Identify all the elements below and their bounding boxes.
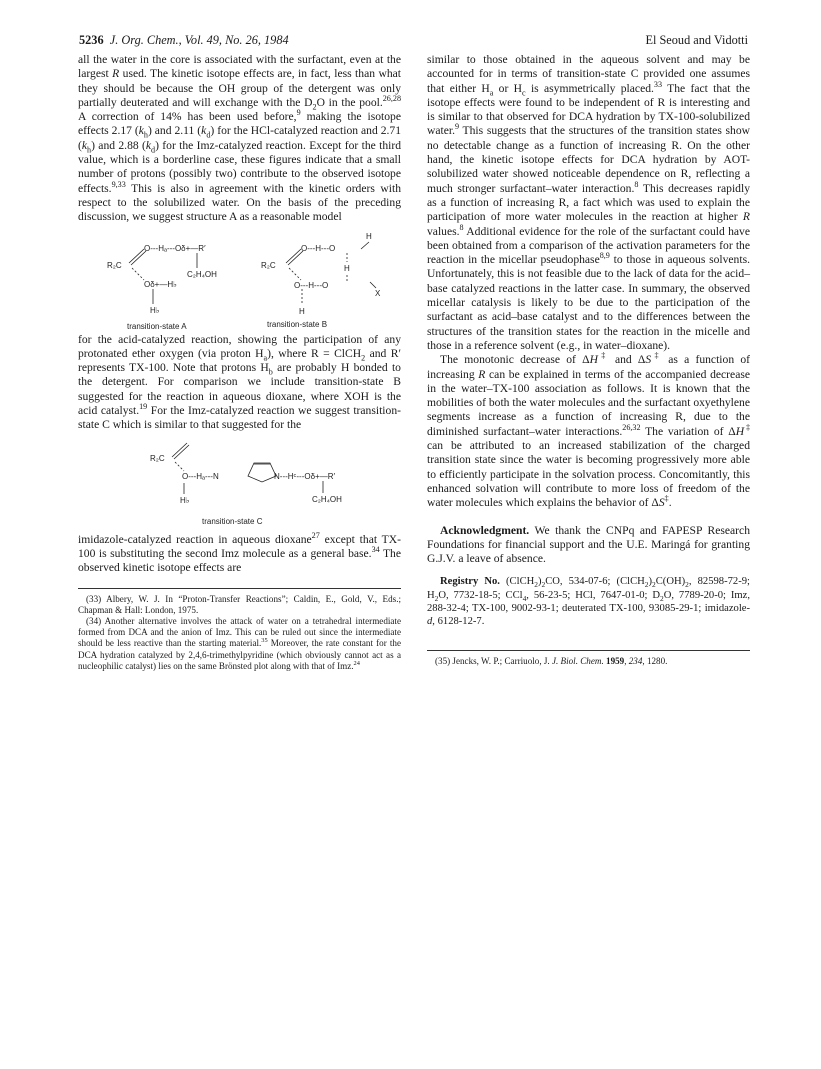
- b-r2c-label: R₂C: [261, 260, 276, 270]
- a-c2h4oh-label: C₂H₄OH: [187, 269, 217, 279]
- registry-numbers: Registry No. $(ClCH_2)_2CO$, 534-07-6; $(ClCH_2)_2C(OH)_2$, 82598-72-9; $H_2O$, 7732-18-5; CCl$_4$, 56-23-5; HCl, 7647-01-0; $D_2O$, 7789-20-0; Imz, 288-32-4; TX-100, 9002-93-1; deuterated TX-100, 93085-29-1; imidazole-d, 6128-12-7.: [427, 576, 751, 627]
- footnotes-left: [78, 594, 401, 672]
- c-hb-label: H♭: [180, 495, 190, 505]
- caption-transition-state-c: transition-state C: [202, 516, 263, 526]
- structure-diagram-ab: [78, 225, 401, 333]
- caption-transition-state-a: transition-state A: [127, 321, 187, 331]
- left-paragraph-1: all the water in the core is associated with the surfactant, even at the largest R used. The kinetic isotope effects are, in fact, less than what they should be because the OH group of the detergent was only partially deuterated and will exchange with the $D_2O$ in the pool.$^{26,28}$ A correction of 14% has been used before,$^9$ making the isotope effects 2.17 $(k_h)$ and 2.11 $(k_d)$ for the HCl-catalyzed reaction and 2.71 $(k_h)$ and 2.88 $(k_d)$ for the Imz-catalyzed reaction. Except for the third value, which is a borderline case, these figures indicate that a small number of protons (possibly two) contribute to the observed isotope effects.$^{9,33}$ This is also in agreement with the kinetic orders with respect to the solubilized water. On the basis of the preceding discussion, we suggest structure A as a reasonable model: [78, 53, 401, 224]
- left-paragraph-2: for the acid-catalyzed reaction, showing the participation of any protonated ether oxygen (via proton $H_a$), where R = ClCH$_2$ and R′ represents TX-100. Note that protons $H_b$ are probably H bonded to the detergent. For comparison we include transition-state B suggested for the reaction in aqueous dioxane, where XOH is the acid catalyst.$^{19}$ For the Imz-catalyzed reaction we suggest transition-state C which is similar to that suggested for the: [78, 332, 402, 432]
- c-row-label: O---Hₐ---N: [182, 471, 219, 481]
- figure-transition-state-c: [78, 433, 401, 533]
- footnote-rule-left: [78, 588, 401, 589]
- footnote-33: (33) Albery, W. J. In “Proton-Transfer Reactions”; Caldin, E., Gold, V., Eds.; Chapman & Hall: London, 1975.: [78, 593, 401, 615]
- right-paragraph-2: The monotonic decrease of ΔH‡ and ΔS‡ as a function of increasing R can be explained in terms of the accompanied decrease in the water–TX-100 association as follows. It is known that the mobilities of both the water molecules and the surfactant oxyethylene segments increase as a function of increasing R, due to the diminished surfactant–water interactions.$^{26,32}$ The variation of ΔH‡ can be attributed to an increased stabilization of the charged transition state since the water is becoming progressively more able to efficiently participate in the solvation process. Concomitantly, this enhanced solvation will contribute to more loss of freedom of the water molecules which explains the behavior of ΔS‡.: [427, 351, 751, 510]
- a-r2c-label: R₂C: [107, 260, 122, 270]
- right-paragraph-1: similar to those obtained in the aqueous solvent and may be accounted for in terms of transition-state C provided one assumes that either $H_a$ or $H_c$ is asymmetrically placed.$^{33}$ The fact that the isotope effects were found to be independent of R is interesting and is similar to that observed for DCA hydration by TX-100-solubilized water.$^9$ This suggests that the structures of the transition states show no detectable change as a function of increasing R. On the other hand, the kinetic isotope effects for DCA hydration by AOT-solubilized water showed noticeable dependence on R, reflecting a much stronger surfactant–water interaction.$^8$ This decreases rapidly as a function of increasing R, a fact which was used to explain the participation of more water molecules in the reaction at higher R values.$^8$ Additional evidence for the role of the surfactant could have been obtained from a comparison of the activation parameters for the reaction in the micellar pseudophase$^{8,9}$ to those in aqueous solvents. Unfortunately, this is not feasible due to the lack of data for the acid–base catalyzed reactions in the latter case. In summary, the observed micellar catalysis is likely to be due to the participation of the surfactant as acid–base catalyst and to the differences between the structures of the transition states for the reaction in the micelle and those in a reference solvent (e.g., in water–dioxane).: [427, 53, 750, 352]
- c-c2h4oh-label: C₂H₄OH: [312, 494, 342, 504]
- footnote-35: (35) Jencks, W. P.; Carriuolo, J. J. Biol. Chem. 1959, 234, 1280.: [435, 656, 668, 667]
- footnotes-right: [427, 656, 750, 667]
- a-mid-label: Oδ+—H♭: [144, 279, 177, 289]
- right-column: [427, 53, 750, 667]
- left-column: [78, 53, 401, 672]
- page-number: 5236: [79, 33, 104, 47]
- acknowledgment: Acknowledgment. We thank the CNPq and FAPESP Research Foundations for financial support and the U.E. Maringá for granting G.J.V. a leave of absence.: [427, 523, 750, 566]
- figure-transition-states-a-b: [78, 225, 401, 333]
- running-header: [79, 31, 748, 49]
- a-top-label: O---Hₐ---Oδ+—R′: [144, 243, 206, 253]
- a-hb-label: H♭: [150, 305, 160, 315]
- b-h-bottom-label: H: [299, 306, 305, 316]
- c-row2-label: N---Hᶜ---Oδ+—R′: [274, 471, 335, 481]
- footnote-34: (34) Another alternative involves the attack of water on a tetrahedral intermediate formed from DCA and the anion of Imz. This can be ruled out since the intermediate should be less reactive than the starting material.$^{35}$ Moreover, the rate constant for the DCA hydration catalyzed by 2,4,6-trimethylpyridine (which obviously cannot act as a nucleophilic catalyst) lies on the same Brönsted plot along with that of Imz.$^{24}$: [78, 615, 401, 671]
- structure-diagram-c: [78, 433, 401, 533]
- b-x-label: X: [375, 288, 381, 298]
- c-r2c-label: R₂C: [150, 453, 165, 463]
- left-paragraph-3: imidazole-catalyzed reaction in aqueous dioxane$^{27}$ except that TX-100 is substituting the second Imz molecule as a general base.$^{34}$ The observed kinetic isotope effects are: [78, 530, 401, 575]
- journal-citation: J. Org. Chem., Vol. 49, No. 26, 1984: [109, 33, 289, 47]
- b-h-top-label: H: [366, 231, 372, 241]
- header-left: [79, 31, 289, 49]
- b-top-label: O---H---O: [301, 243, 336, 253]
- header-authors: El Seoud and Vidotti: [645, 33, 748, 47]
- footnote-rule-right: [427, 650, 750, 651]
- b-bottom-label: O---H---O: [294, 280, 329, 290]
- b-h-mid-label: H: [344, 263, 350, 273]
- caption-transition-state-b: transition-state B: [267, 319, 328, 329]
